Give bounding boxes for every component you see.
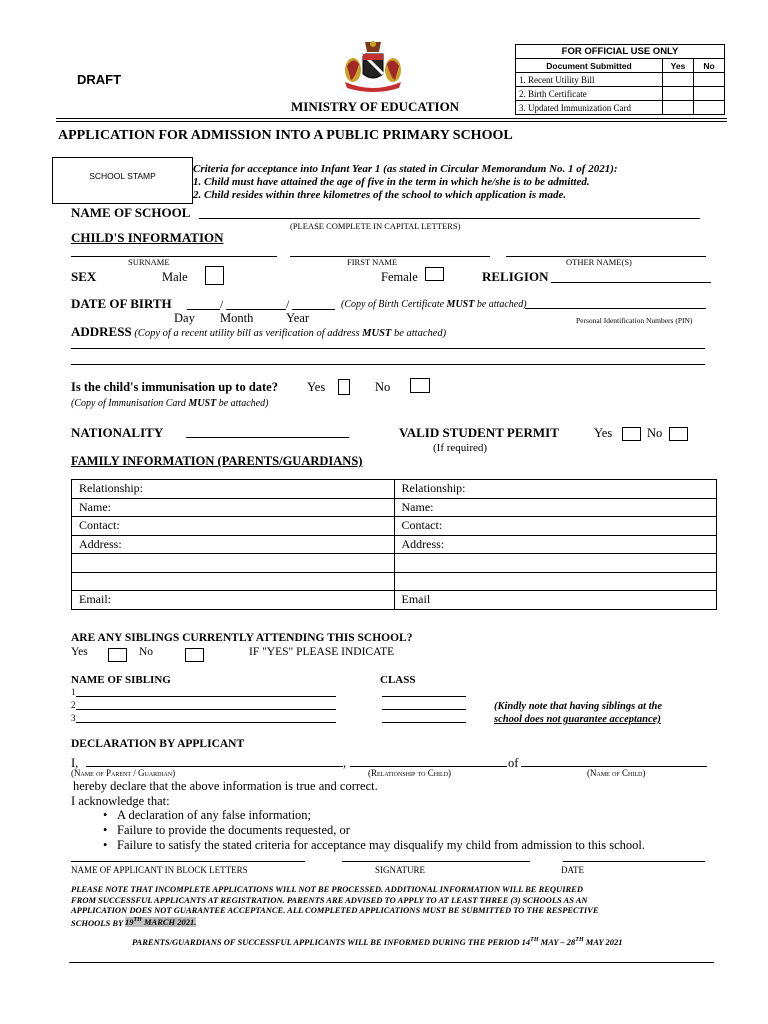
note-must: MUST [362,328,392,339]
female-label: Female [381,270,418,284]
period-text: MAY 2021 [583,937,623,947]
siblings-yes-checkbox[interactable] [108,648,127,662]
notice-line [71,916,599,928]
criteria-item: 2. Child resides within three kilometres of the school to which application is made. [193,189,567,201]
family-information-heading: FAMILY INFORMATION (PARENTS/GUARDIANS) [71,454,363,468]
family-field-left[interactable]: Address: [72,535,395,554]
doc-cell[interactable] [663,101,694,115]
family-information-table [71,479,717,610]
declaration-statement: hereby declare that the above information is true and correct. [73,779,378,793]
note-text: be attached) [216,398,269,409]
acknowledgement-item: • Failure to satisfy the stated criteria for acceptance may disqualify my child from admission to this school. [103,838,723,853]
family-field-left[interactable] [72,572,395,591]
sibling-class-header: CLASS [380,674,416,686]
family-table-row [72,498,717,517]
family-field-right[interactable] [394,554,717,573]
doc-cell[interactable] [694,73,725,87]
doc-cell[interactable] [663,73,694,87]
month-label: Month [220,311,254,325]
permit-yes-label: Yes [594,426,613,440]
note-text: (Copy of Immunisation Card [71,398,189,409]
dob-month-input[interactable] [226,309,286,310]
first-name-label: FIRST NAME [347,257,398,267]
submission-deadline [125,917,196,927]
sibling-name-input[interactable] [76,722,336,723]
period-suffix: TH [575,937,584,944]
school-name-label: NAME OF SCHOOL [71,205,191,220]
submission-notice [71,884,599,928]
immunisation-no-label: No [375,380,391,394]
family-table-row [72,535,717,554]
notice-line: APPLICATION DOES NOT GUARANTEE ACCEPTANCE. ALL COMPLETED APPLICATIONS MUST BE SUBMITTED TO THE RESPECTIVE [71,905,599,915]
family-field-left[interactable]: Email: [72,591,395,610]
immunisation-yes-label: Yes [307,380,326,394]
deadline-month: MARCH 2021. [141,917,197,928]
date-input[interactable] [563,861,705,862]
address-input-line-1[interactable] [71,348,705,349]
family-field-right[interactable] [394,572,717,591]
other-names-label: OTHER NAME(S) [566,257,632,267]
family-table-row [72,480,717,499]
dob-separator: / [220,297,224,311]
doc-cell[interactable] [694,101,725,115]
family-field-left[interactable]: Relationship: [72,480,395,499]
parent-name-label: (Name of Parent / Guardian) [71,768,176,778]
doc-immunization-card: 3. Updated Immunization Card [516,101,663,115]
signature-input[interactable] [342,861,530,862]
immunisation-no-checkbox[interactable] [410,378,430,393]
if-yes-indicate: IF "YES" PLEASE INDICATE [249,646,395,658]
immunisation-yes-checkbox[interactable] [338,379,350,395]
applicant-name-label: NAME OF APPLICANT IN BLOCK LETTERS [71,865,248,875]
ministry-name: MINISTRY OF EDUCATION [291,99,460,114]
address-input-line-2[interactable] [71,364,705,365]
family-field-right[interactable]: Name: [394,498,717,517]
pin-label: Personal Identification Numbers (PIN) [576,316,693,325]
coat-of-arms-icon [339,38,407,94]
address-title: ADDRESS [71,324,132,339]
female-checkbox[interactable] [425,267,444,281]
school-stamp-label: SCHOOL STAMP [89,171,156,181]
notice-line: PLEASE NOTE THAT INCOMPLETE APPLICATIONS WILL NOT BE PROCESSED. ADDITIONAL INFORMATION WILL BE REQUIRED [71,884,583,894]
note-text: be attached) [391,328,447,339]
family-field-right[interactable]: Email [394,591,717,610]
nationality-input[interactable] [186,437,349,438]
immunisation-card-note [71,398,268,409]
immunisation-question: Is the child's immunisation up to date? [71,380,278,394]
doc-cell[interactable] [663,87,694,101]
notice-line: FROM SUCCESSFUL APPLICANTS AT REGISTRATION. PARENTS ARE ADVISED TO APPLY TO AT LEAST THREE (3) SCHOOLS AS AN [71,894,588,905]
note-text: be attached) [474,299,527,310]
deadline-day: 19 [125,917,134,928]
family-table-row [72,554,717,573]
col-yes: Yes [663,59,694,73]
religion-label: RELIGION [482,269,549,284]
note-text: (Copy of a recent utility bill as verification of address [131,328,363,339]
male-label: Male [162,270,188,284]
deadline-suffix: TH [133,917,142,924]
family-field-right[interactable]: Relationship: [394,480,717,499]
surname-input[interactable] [71,256,277,257]
dob-separator: / [286,297,290,311]
declaration-comma: , [343,756,347,770]
relationship-label: (Relationship to Child) [368,768,452,778]
family-field-right[interactable]: Address: [394,535,717,554]
acknowledge-statement: I acknowledge that: [71,794,170,808]
col-document-submitted: Document Submitted [516,59,663,73]
permit-no-checkbox[interactable] [669,427,688,441]
notice-text: SCHOOLS BY [71,917,126,928]
family-field-left[interactable] [72,554,395,573]
col-no: No [694,59,725,73]
note-text: (Copy of Birth Certificate [341,299,447,310]
note-must: MUST [188,398,217,409]
sibling-name-header: NAME OF SIBLING [71,674,171,686]
period-text: MAY – 28 [538,937,576,947]
acceptance-criteria [193,163,618,202]
relationship-input[interactable] [350,766,507,767]
doc-birth-certificate: 2. Birth Certificate [516,87,663,101]
nationality-label: NATIONALITY [71,425,164,440]
permit-yes-checkbox[interactable] [622,427,641,441]
pin-input[interactable] [525,308,706,309]
surname-label: SURNAME [128,257,170,267]
child-name-input[interactable] [521,766,707,767]
sibling-name-input[interactable] [76,709,336,710]
year-label: Year [286,311,310,325]
note-must: MUST [446,299,475,310]
draft-label: DRAFT [77,72,122,87]
siblings-acceptance-note [494,700,662,726]
header-rule [56,121,727,122]
note-line: (Kindly note that having siblings at the [494,701,663,712]
form-title: APPLICATION FOR ADMISSION INTO A PUBLIC PRIMARY SCHOOL [58,128,513,143]
sibling-number: 2 [71,700,76,710]
doc-utility-bill: 1. Recent Utility Bill [516,73,663,87]
applicant-name-input[interactable] [71,861,305,862]
note-line: school does not guarantee acceptance) [494,714,661,725]
sibling-number: 1 [71,687,76,697]
student-permit-label: VALID STUDENT PERMIT [399,425,559,440]
official-use-title: FOR OFFICIAL USE ONLY [516,45,725,59]
siblings-yes-label: Yes [71,646,88,658]
sibling-number: 3 [71,713,76,723]
sibling-name-input[interactable] [76,696,336,697]
parent-name-input[interactable] [86,766,343,767]
notification-period [132,937,623,947]
birth-certificate-note [341,299,527,310]
family-field-left[interactable]: Contact: [72,517,395,536]
sibling-class-input[interactable] [382,722,466,723]
siblings-no-checkbox[interactable] [185,648,204,662]
family-table-row [72,572,717,591]
declaration-i: I, [71,756,79,770]
header-rule [56,118,727,119]
capital-letters-note: (PLEASE COMPLETE IN CAPITAL LETTERS) [290,221,461,231]
school-name-input[interactable] [199,218,700,219]
permit-no-label: No [647,426,663,440]
signature-label: SIGNATURE [375,865,426,875]
declaration-heading: DECLARATION BY APPLICANT [71,738,245,750]
sex-label: SEX [71,269,97,284]
family-field-right[interactable]: Contact: [394,517,717,536]
childs-information-heading: CHILD'S INFORMATION [71,230,224,245]
period-suffix: TH [530,937,539,944]
sibling-class-input[interactable] [382,696,466,697]
day-label: Day [174,311,195,325]
child-name-label: (Name of Child) [587,768,646,778]
date-label: DATE [561,865,584,875]
address-label [71,324,446,340]
religion-input[interactable] [551,282,711,283]
family-table-row [72,591,717,610]
official-use-table [515,44,725,115]
criteria-item: 1. Child must have attained the age of five in the term in which he/she is to be admitted. [193,176,590,188]
date-of-birth-label: DATE OF BIRTH [71,296,172,311]
criteria-heading: Criteria for acceptance into Infant Year 1 (as stated in Circular Memorandum No. 1 of 2021): [193,163,618,175]
dob-year-input[interactable] [292,309,335,310]
male-checkbox[interactable] [205,266,224,285]
siblings-question: ARE ANY SIBLINGS CURRENTLY ATTENDING THIS SCHOOL? [71,632,413,644]
acknowledgement-list [103,808,723,853]
acknowledgement-item: • A declaration of any false information; [103,808,723,823]
if-required-note: (If required) [433,442,488,454]
family-field-left[interactable]: Name: [72,498,395,517]
footer-rule [69,962,714,963]
dob-day-input[interactable] [187,309,220,310]
acknowledgement-item: • Failure to provide the documents requested, or [103,823,723,838]
period-text: PARENTS/GUARDIANS OF SUCCESSFUL APPLICANTS WILL BE INFORMED DURING THE PERIOD 14 [132,937,531,947]
declaration-of: of [508,756,519,770]
family-table-row [72,517,717,536]
sibling-class-input[interactable] [382,709,466,710]
school-stamp-box [52,157,193,204]
siblings-no-label: No [139,646,154,658]
doc-cell[interactable] [694,87,725,101]
